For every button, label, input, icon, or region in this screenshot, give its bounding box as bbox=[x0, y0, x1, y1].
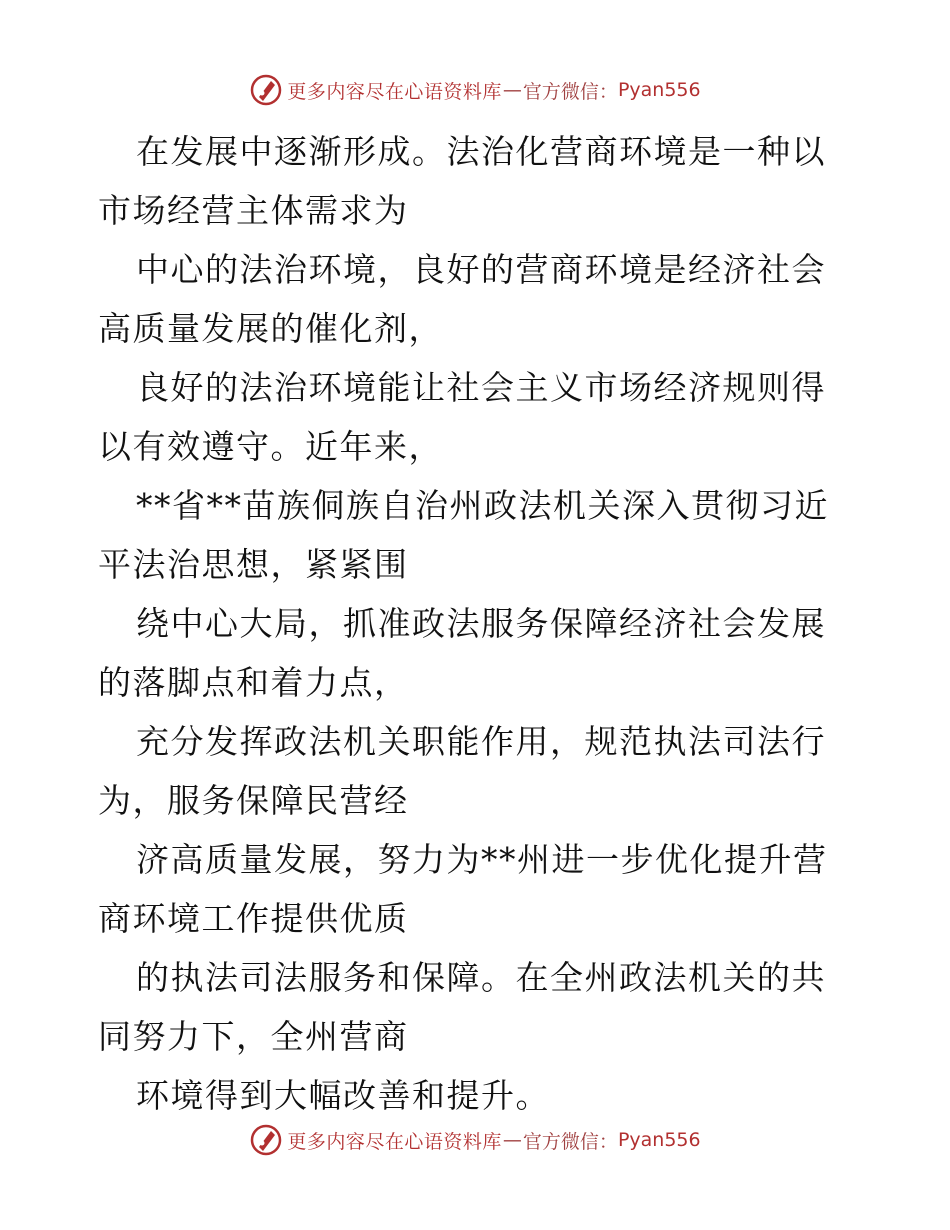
paragraph: 的执法司法服务和保障。在全州政法机关的共同努力下，全州营商 bbox=[98, 958, 826, 1056]
document-body bbox=[98, 122, 858, 1125]
watermark-separator: — bbox=[502, 1129, 522, 1151]
watermark-label: 官方微信： bbox=[522, 1130, 618, 1153]
watermark-wechat-id: Pyan556 bbox=[617, 1129, 701, 1151]
watermark-separator: — bbox=[502, 79, 522, 101]
paragraph: 充分发挥政法机关职能作用，规范执法司法行为，服务保障民营经 bbox=[98, 722, 826, 820]
watermark-text: 更多内容尽在心语资料库 bbox=[287, 1130, 502, 1153]
paragraph: 中心的法治环境，良好的营商环境是经济社会高质量发展的催化剂， bbox=[98, 250, 826, 348]
paragraph: **省**苗族侗族自治州政法机关深入贯彻习近平法治思想，紧紧围 bbox=[98, 486, 829, 584]
pen-nib-logo-icon bbox=[249, 1123, 283, 1157]
paragraph: 济高质量发展，努力为**州进一步优化提升营商环境工作提供优质 bbox=[98, 840, 828, 938]
footer-watermark bbox=[0, 1120, 950, 1160]
paragraph: 在发展中逐渐形成。法治化营商环境是一种以市场经营主体需求为 bbox=[98, 132, 826, 230]
paragraph: 绕中心大局，抓准政法服务保障经济社会发展的落脚点和着力点， bbox=[98, 604, 826, 702]
watermark-label: 官方微信： bbox=[522, 80, 618, 103]
header-watermark bbox=[0, 70, 950, 110]
paragraph: 环境得到大幅改善和提升。 bbox=[136, 1076, 550, 1115]
watermark-wechat-id: Pyan556 bbox=[617, 79, 701, 101]
watermark-text: 更多内容尽在心语资料库 bbox=[287, 80, 502, 103]
pen-nib-logo-icon bbox=[249, 73, 283, 107]
paragraph: 良好的法治环境能让社会主义市场经济规则得以有效遵守。近年来， bbox=[98, 368, 826, 466]
